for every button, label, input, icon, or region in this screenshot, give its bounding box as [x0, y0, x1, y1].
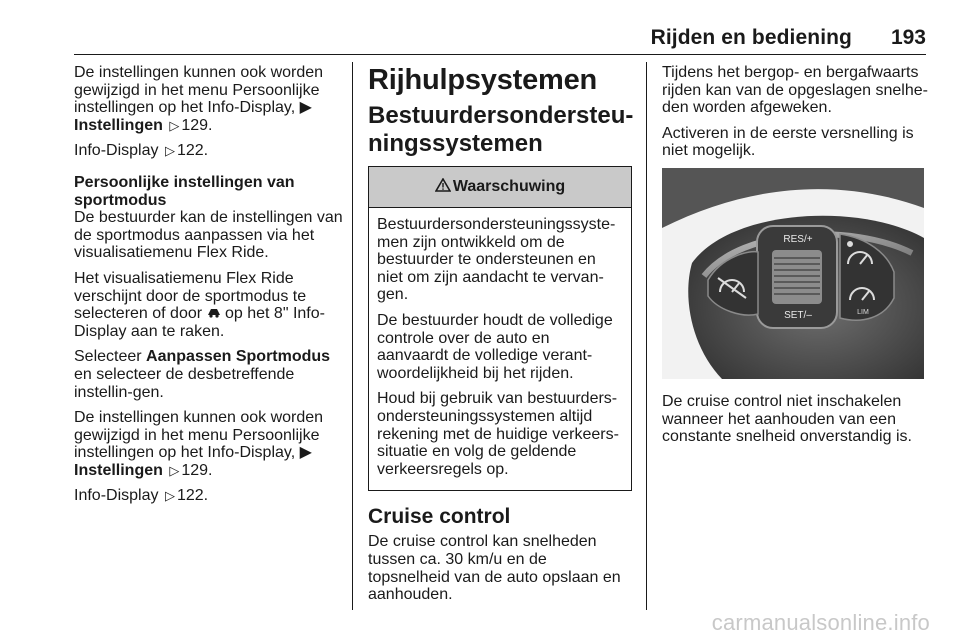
paragraph-cruise-warning: De cruise control niet inschakelen wanneer het aanhouden van een constante snelheid onverstandig is. — [662, 392, 912, 446]
page-header — [0, 0, 960, 58]
settings-link[interactable]: Instellingen — [74, 116, 163, 134]
paragraph-hills: Tijdens het bergop- en bergafwaarts rijden kan van de opgeslagen snelhe-den worden afgeweken. — [662, 64, 928, 117]
warning-paragraph: De bestuurder houdt de volledige controle over de auto en aanvaardt de volledige verant-woordelijkheid bij het rijden. — [377, 311, 613, 382]
page-reference[interactable]: 129. — [181, 461, 213, 479]
paragraph-settings-menu-2: De instellingen kunnen ook worden gewijzigd in het menu Persoonlijke instellingen op het Info-Display, ▶ Instellingen ▷ 129. — [74, 409, 324, 479]
menu-arrow-icon: ▶ — [299, 99, 312, 117]
warning-paragraph: Bestuurdersondersteuningssyste-men zijn ontwikkeld om de bestuurder te ondersteunen en niet om zijn aandacht te vervan-gen. — [377, 216, 616, 304]
paragraph-flex-ride: Het visualisatiemenu Flex Ride verschijnt door de sportmodus te selecteren of door op het 8" Info-Display aan te raken. — [74, 269, 325, 340]
warning-body — [369, 208, 631, 490]
section-heading-cruise-control: Cruise control — [368, 505, 511, 529]
paragraph-cruise-control: De cruise control kan snelheden tussen ca. 30 km/u en de topsnelheid van de auto opslaan en aanhouden. — [368, 533, 621, 604]
reference-arrow-icon: ▷ — [164, 488, 175, 504]
paragraph-sport-mode: De bestuurder kan de instellingen van de sportmodus aanpassen via het visualisatiemenu Flex Ride. — [74, 209, 343, 262]
reference-arrow-icon: ▷ — [164, 143, 175, 159]
column-divider-left — [352, 62, 353, 610]
page-number: 193 — [890, 26, 926, 49]
paragraph-select-sport: Selecteer Aanpassen Sportmodus en selecteer de desbetreffende instellin-gen. — [74, 348, 331, 401]
res-plus-label: RES/+ — [783, 233, 813, 245]
page-reference[interactable]: 122. — [176, 142, 209, 160]
column-middle — [368, 64, 632, 612]
car-mode-icon — [207, 305, 225, 322]
steering-wheel-controls-photo — [662, 168, 930, 379]
warning-box — [368, 166, 632, 491]
warning-triangle-icon — [435, 178, 451, 197]
page-reference[interactable]: 129. — [181, 116, 213, 134]
column-right — [662, 64, 930, 454]
paragraph-info-display-ref-2: Info-Display ▷ 122. — [74, 487, 209, 505]
column-left — [74, 64, 344, 513]
warning-header — [369, 167, 631, 208]
paragraph-settings-menu: De instellingen kunnen ook worden gewijzigd in het menu Persoonlijke instellingen op het Info-Display, ▶ Instellingen ▷ 129. — [74, 64, 324, 134]
lim-label: LIM — [857, 308, 869, 316]
column-divider-right — [646, 62, 647, 610]
set-minus-label: SET/– — [784, 309, 812, 321]
watermark: carmanualsonline.info — [711, 610, 930, 635]
section-title: Rijhulpsystemen — [368, 64, 598, 96]
running-header-title: Rijden en bediening — [650, 26, 852, 49]
paragraph-first-gear: Activeren in de eerste versnelling is niet mogelijk. — [662, 124, 914, 160]
reference-arrow-icon: ▷ — [169, 462, 180, 478]
warning-paragraph: Houd bij gebruik van bestuurders-ondersteuningssystemen altijd rekening met de huidige verkeers-situatie en volg de geldende verkeersregels op. — [377, 390, 619, 478]
sub-heading-sport-mode: Persoonlijke instellingen van sportmodus — [74, 173, 295, 209]
menu-option-sport-mode: Aanpassen Sportmodus — [146, 348, 331, 366]
reference-arrow-icon: ▷ — [169, 117, 180, 133]
settings-link[interactable]: Instellingen — [74, 461, 163, 479]
page-reference[interactable]: 122. — [176, 487, 209, 505]
subsection-title: Bestuurdersondersteu-ningssystemen — [368, 102, 634, 157]
warning-label: Waarschuwing — [452, 178, 566, 196]
paragraph-info-display-ref: Info-Display ▷ 122. — [74, 142, 209, 160]
menu-arrow-icon: ▶ — [299, 444, 312, 462]
header-rule — [74, 54, 926, 55]
